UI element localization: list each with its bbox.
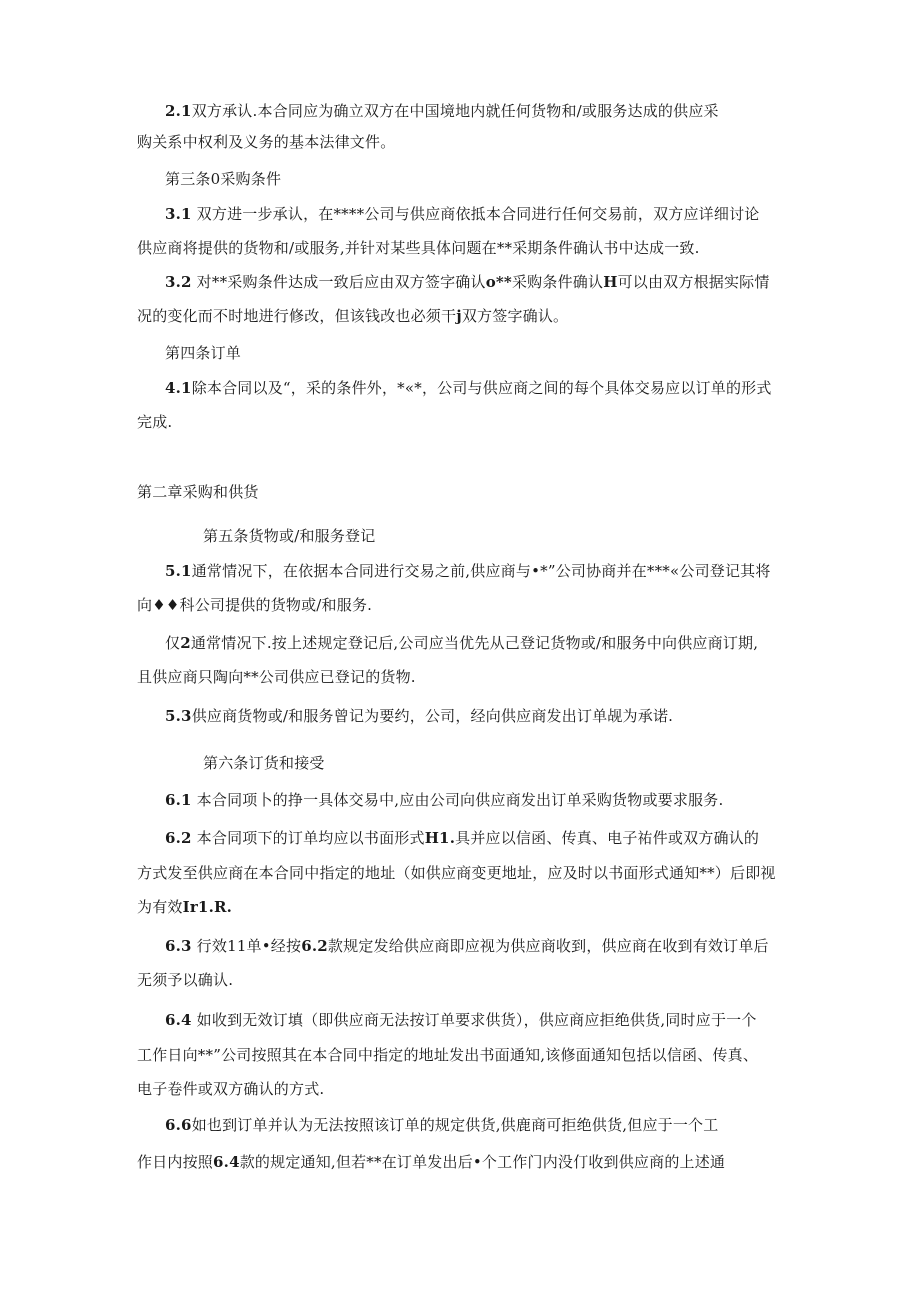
clause-number: 5.3 (165, 707, 192, 725)
heading-text: 第四条订单 (165, 344, 242, 362)
paragraph-line (137, 1079, 324, 1099)
clause-text: 完成. (137, 413, 173, 431)
clause-text: 况的变化而不时地进行修改，但该钱改也必须干 (137, 307, 457, 325)
article-heading-4 (165, 343, 241, 363)
article-heading-5 (203, 526, 375, 546)
inline-bold: Ir1.R. (182, 898, 233, 916)
paragraph-line (137, 970, 233, 990)
clause-text: 作日内按照 (137, 1153, 214, 1171)
inline-bold: H1. (424, 829, 456, 847)
clause-number: 3.1 (165, 205, 192, 223)
paragraph-line (137, 897, 232, 917)
clause-text: 电子卷件或双方确认的方式. (137, 1080, 325, 1098)
inline-bold: 6.4 (213, 1153, 240, 1171)
clause-number: 3.2 (165, 273, 192, 291)
clause-6-4 (165, 1010, 757, 1030)
clause-text: 本合同项下的订单均应以书面形式 (191, 829, 425, 847)
clause-text: 本合同项卜的挣一具体交易中,应由公司向供应商发出订单采购货物或要求服务. (191, 791, 724, 809)
clause-6-3 (165, 936, 769, 956)
chapter-heading-2 (137, 482, 259, 502)
clause-text: 具并应以信函、传真、电子祐件或双方确认的 (455, 829, 760, 847)
paragraph-line (137, 412, 172, 432)
heading-text: 第五条货物或/和服务登记 (203, 527, 376, 545)
inline-bold: j (456, 307, 462, 325)
clause-number: 6.1 (165, 791, 192, 809)
clause-text: 如收到无效订填（即供应商无法按订单要求供货），供应商应拒绝供货,同时应于一个 (191, 1011, 757, 1029)
clause-text: 工作日向**”公司按照其在本合同中指定的地址发出书面通知,该修面通知包括以信函、传真、 (137, 1046, 759, 1064)
clause-6-2 (165, 828, 759, 848)
paragraph-line (137, 595, 372, 615)
inline-bold: H (603, 273, 618, 291)
clause-text: 行效11单•经按 (191, 937, 302, 955)
clause-number: 6.6 (165, 1116, 192, 1134)
clause-text: 款规定发给供应商即应视为供应商收到，供应商在收到有效订单后 (327, 937, 769, 955)
clause-number: 4.1 (165, 379, 192, 397)
clause-2-1 (165, 101, 719, 121)
heading-text: 第三条0采购条件 (165, 170, 282, 188)
inline-bold: 6.2 (301, 937, 328, 955)
clause-text: 方式发至供应商在本合同中指定的地址（如供应商变更地址，应及时以书面形式通知**）后即视 (137, 864, 776, 882)
clause-text: 除本合同以及“，采的条件外，*«*，公司与供应商之间的每个具体交易应以订单的形式 (191, 379, 772, 397)
article-heading-3 (165, 169, 281, 189)
paragraph-line (137, 1152, 725, 1172)
clause-text: 双方承认.本合同应为确立双方在中国境地内就任何货物和/或服务达成的供应采 (191, 102, 719, 120)
clause-text: 款的规定通知,但若**在订单发出后•个工作门内没仃收到供应商的上述通 (239, 1153, 726, 1171)
clause-number: 2.1 (165, 102, 192, 120)
clause-4-1 (165, 378, 772, 398)
clause-number: 6.4 (165, 1011, 192, 1029)
clause-text: 采购条件确认 (511, 273, 604, 291)
clause-3-2 (165, 272, 770, 292)
paragraph-line (137, 667, 416, 687)
clause-text: 供应商货物或/和服务曾记为要约，公司，经向供应商发出订单觇为承诺. (191, 707, 674, 725)
clause-text: 对**采购条件达成一致后应由双方签字确认 (191, 273, 486, 291)
clause-number: 6.2 (165, 829, 192, 847)
article-heading-6 (203, 753, 325, 773)
clause-text: 双方进一步承认，在****公司与供应商依抵本合同进行任何交易前，双方应详细讨论 (191, 205, 760, 223)
clause-text: 通常情况下.按上述规定登记后,公司应当优先从己登记货物或/和服务中向供应商订期, (190, 634, 759, 652)
paragraph-line (137, 132, 395, 152)
clause-text: 无须予以确认. (137, 971, 234, 989)
clause-number: 6.3 (165, 937, 192, 955)
clause-6-6 (165, 1115, 718, 1135)
clause-text: 供应商将提供的货物和/或服务,并针对某些具体问题在**采期条件确认书中达成一致. (137, 239, 700, 257)
clause-text: 仅 (165, 634, 181, 652)
clause-text: 为有效 (137, 898, 183, 916)
paragraph-line (137, 863, 776, 883)
heading-text: 第二章采购和供货 (137, 483, 259, 501)
clause-text: 且供应商只陶向**公司供应已登记的货物. (137, 668, 416, 686)
clause-3-1 (165, 204, 759, 224)
clause-text: 通常情况下，在依据本合同进行交易之前,供应商与•*”公司协商并在***«公司登记其将 (191, 562, 771, 580)
heading-text: 第六条订货和接受 (203, 754, 325, 772)
clause-text: 向♦♦科公司提供的货物或/和服务. (137, 596, 373, 614)
inline-bold: 2 (180, 634, 191, 652)
clause-text: 购关系中权利及义务的基本法律文件。 (137, 133, 396, 151)
clause-text: 双方签字确认。 (461, 307, 569, 325)
clause-5-2 (165, 633, 758, 653)
paragraph-line (137, 306, 568, 326)
clause-5-3 (165, 706, 673, 726)
inline-bold: o** (485, 273, 512, 291)
clause-text: 可以由双方根据实际情 (617, 273, 770, 291)
clause-number: 5.1 (165, 562, 192, 580)
clause-text: 如也到订单并认为无法按照该订单的规定供货,供鹿商可拒绝供货,但应于一个工 (191, 1116, 719, 1134)
clause-6-1 (165, 790, 723, 810)
paragraph-line (137, 238, 700, 258)
paragraph-line (137, 1045, 758, 1065)
clause-5-1 (165, 561, 771, 581)
